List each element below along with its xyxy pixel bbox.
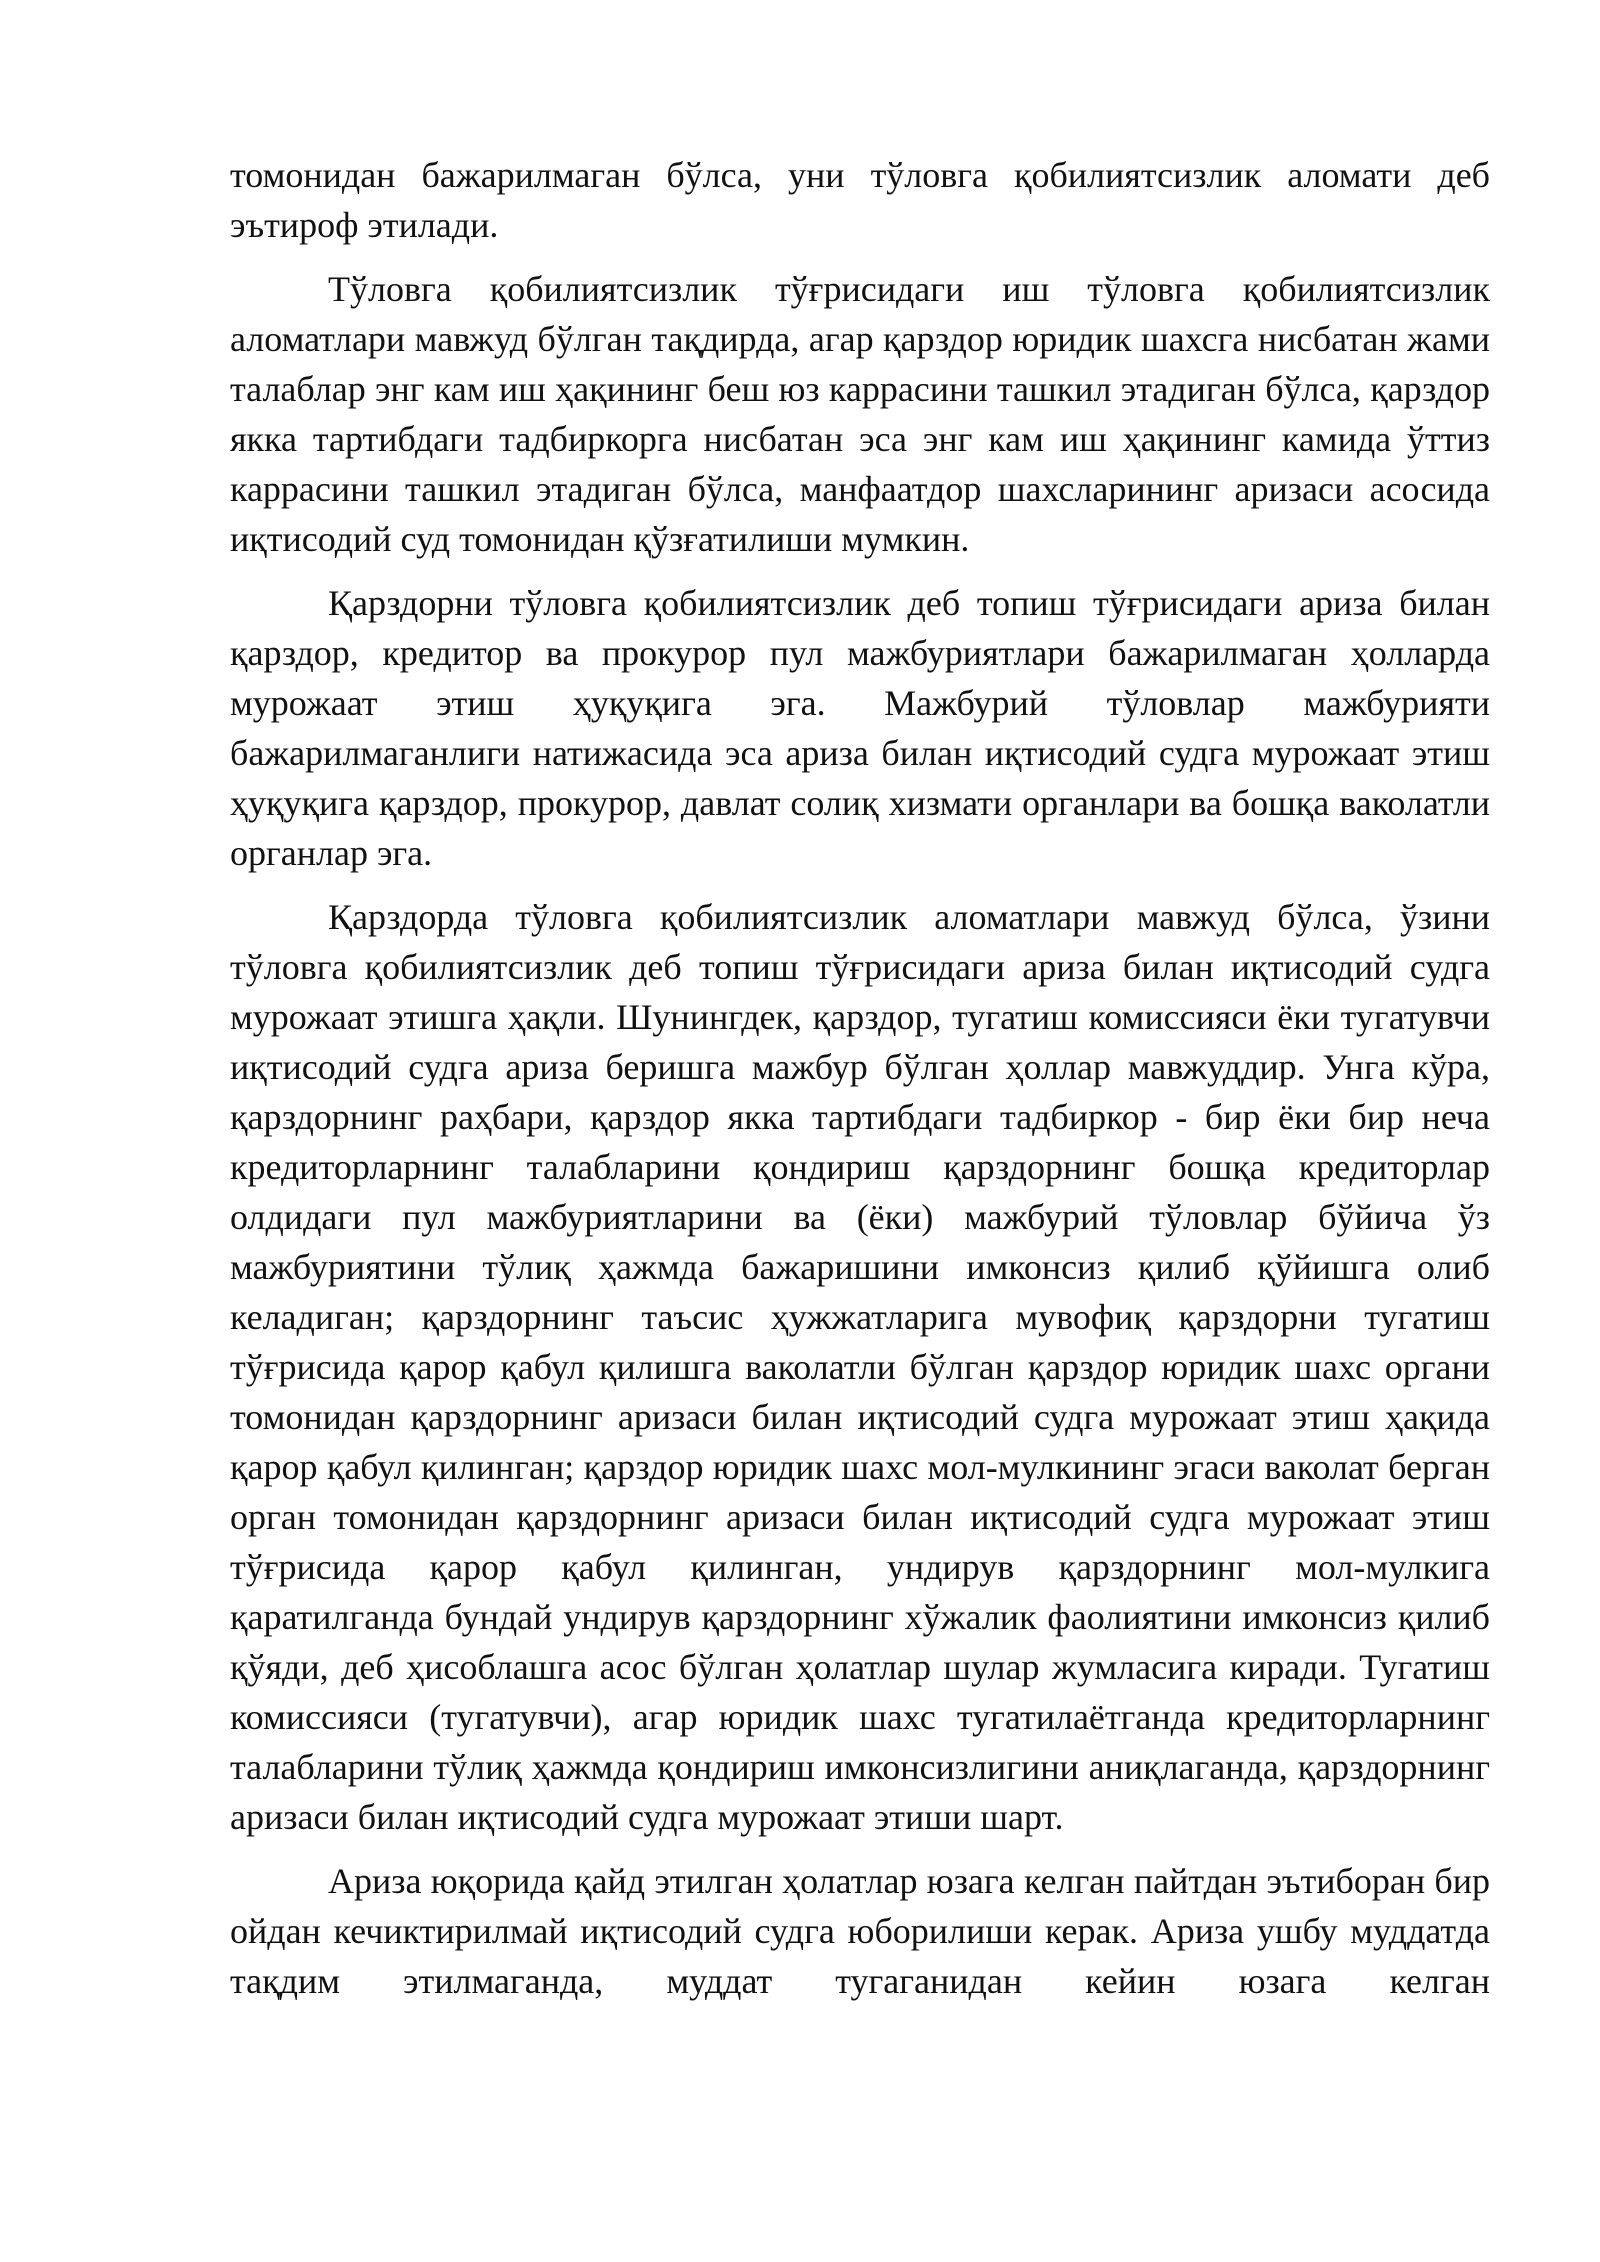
- paragraph-right-to-apply: Қарздорни тўловга қобилиятсизлик деб топиш тўғрисидаги ариза билан қарздор, кредитор ва прокурор пул мажбуриятлари бажарилмаган ҳолларда мурожаат этиш ҳуқуқига эга. Мажбурий тўловлар мажбурияти бажарилмаганлиги натижасида эса ариза билан иқтисодий судга мурожаат этиш ҳуқуқига қарздор, прокурор, давлат солиқ хизмати органлари ва бошқа ваколатли органлар эга.: [230, 583, 1490, 873]
- paragraph-debtor-obligations: Қарздорда тўловга қобилиятсизлик аломатлари мавжуд бўлса, ўзини тўловга қобилиятсизлик деб топиш тўғрисидаги ариза билан иқтисодий судга мурожаат этишга ҳақли. Шунингдек, қарздор, тугатиш комиссияси ёки тугатувчи иқтисодий судга ариза беришга мажбур бўлган ҳоллар мавжуддир. Унга кўра, қарздорнинг раҳбари, қарздор якка тартибдаги тадбиркор - бир ёки бир неча кредиторларнинг талабларини қондириш қарздорнинг бошқа кредиторлар олдидаги пул мажбуриятларини ва (ёки) мажбурий тўловлар бўйича ўз мажбуриятини тўлиқ ҳажмда бажаришини имконсиз қилиб қўйишга олиб келадиган; қарздорнинг таъсис ҳужжатларига мувофиқ қарздорни тугатиш тўғрисида қарор қабул қилишга ваколатли бўлган қарздор юридик шахс органи томонидан қарздорнинг аризаси билан иқтисодий судга мурожаат этиш ҳақида қарор қабул қилинган; қарздор юридик шахс мол-мулкининг эгаси ваколат берган орган томонидан қарздорнинг аризаси билан иқтисодий судга мурожаат этиш тўғрисида қарор қабул қилинган, ундирув қарздорнинг мол-мулкига қаратилганда бундай ундирув қарздорнинг хўжалик фаолиятини имконсиз қилиб қўяди, деб ҳисоблашга асос бўлган ҳолатлар шулар жумласига киради. Тугатиш комиссияси (тугатувчи), агар юридик шахс тугатилаётганда кредиторларнинг талабларини тўлиқ ҳажмда қондириш имконсизлигини аниқлаганда, қарздорнинг аризаси билан иқтисодий судга мурожаат этиши шарт.: [230, 897, 1490, 1837]
- document-body: [230, 150, 1490, 2020]
- paragraph-case-initiation: Тўловга қобилиятсизлик тўғрисидаги иш тўловга қобилиятсизлик аломатлари мавжуд бўлган тақдирда, агар қарздор юридик шахсга нисбатан жами талаблар энг кам иш ҳақининг беш юз каррасини ташкил этадиган бўлса, қарздор якка тартибдаги тадбиркорга нисбатан эса энг кам иш ҳақининг камида ўттиз каррасини ташкил этадиган бўлса, манфаатдор шахсларининг аризаси асосида иқтисодий суд томонидан қўзғатилиши мумкин.: [230, 269, 1490, 559]
- paragraph-filing-deadline: Ариза юқорида қайд этилган ҳолатлар юзага келган пайтдан эътиборан бир ойдан кечиктирилмай иқтисодий судга юборилиши керак. Ариза ушбу муддатда тақдим этилмаганда, муддат тугаганидан кейин юзага келган: [230, 1861, 1490, 2001]
- paragraph-continuation: томонидан бажарилмаган бўлса, уни тўловга қобилиятсизлик аломати деб эътироф этилади.: [230, 155, 1490, 245]
